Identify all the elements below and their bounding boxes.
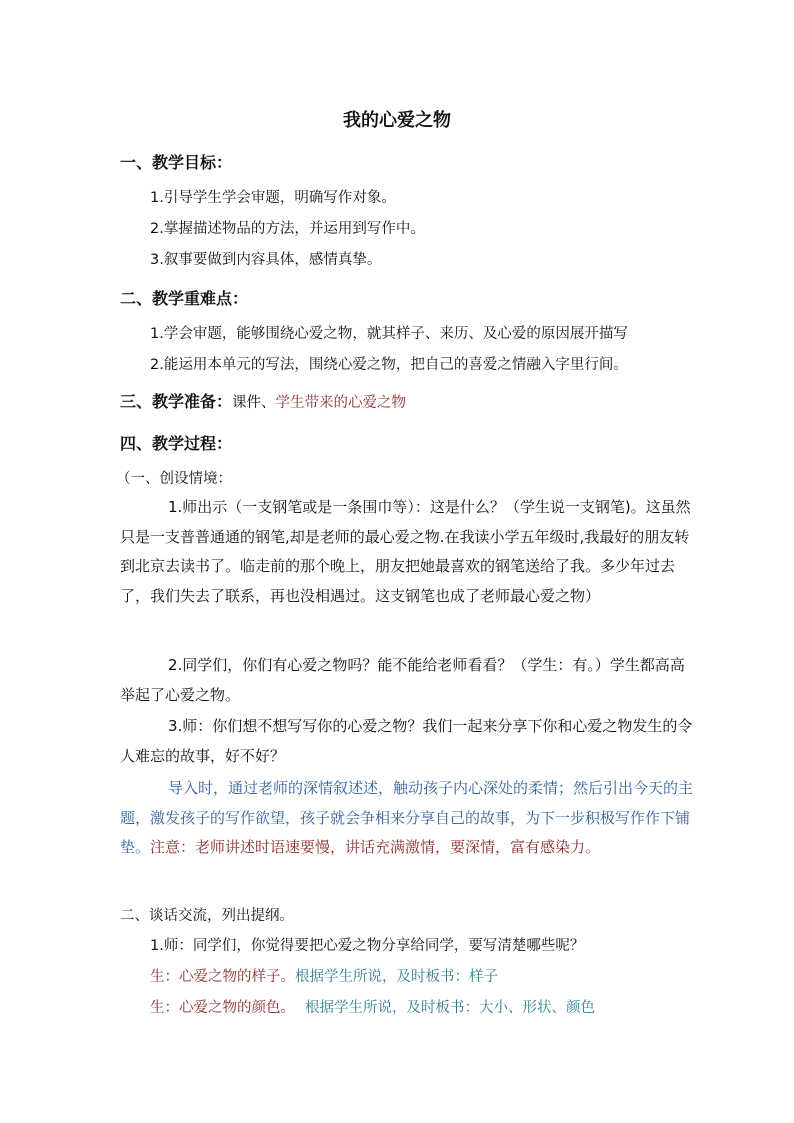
section-heading-preparation xyxy=(120,389,406,412)
paragraph-1: 1.师出示（一支钢笔或是一条围巾等）：这是什么？（学生说一支钢笔)。这虽然只是一支普普通通的钢笔,却是老师的最心爱之物.在我读小学五年级时,我最好的朋友转到北京去读书了。临走前的那个晚上，朋友把她最喜欢的钢笔送给了我。多少年过去了，我们失去了联系，再也没相遇过。这支钢笔也成了老师最心爱之物） xyxy=(120,498,691,605)
section-heading-process: 四、教学过程： xyxy=(120,434,233,453)
answer-2 xyxy=(150,996,595,1017)
paragraph-3: 3.师：你们想不想写写你的心爱之物？我们一起来分享下你和心爱之物发生的令人难忘的故事，好不好？ xyxy=(120,717,693,765)
paragraph-4-note: 注意：老师讲述时语速要慢，讲话充满激情，要深情，富有感染力。 xyxy=(150,838,601,856)
answer-1 xyxy=(150,965,498,986)
subheading-create-context: （一、创设情境： xyxy=(116,471,232,487)
section-heading-key-points: 二、教学重难点： xyxy=(120,289,249,308)
preparation-heading-label: 三、教学准备： xyxy=(120,392,233,411)
preparation-text-b: 学生带来的心爱之物 xyxy=(275,395,407,411)
answer-2-label: 生：心爱之物的颜色。 xyxy=(150,1000,295,1016)
key-point-item-2: 2.能运用本单元的写法，围绕心爱之物，把自己的喜爱之情融入字里行间。 xyxy=(150,357,628,373)
goal-item-1: 1.引导学生学会审题，明确写作对象。 xyxy=(150,190,396,206)
answer-1-note: 根据学生所说，及时板书：样子 xyxy=(295,969,498,985)
goal-item-3: 3.叙事要做到内容具体，感情真挚。 xyxy=(150,252,382,268)
section-heading-goals: 一、教学目标： xyxy=(120,153,233,172)
goal-item-2: 2.掌握描述物品的方法，并运用到写作中。 xyxy=(150,221,425,237)
key-point-item-1: 1.学会审题，能够围绕心爱之物，就其样子、来历、及心爱的原因展开描写 xyxy=(150,326,628,342)
subheading-discussion: 二、谈话交流，列出提纲。 xyxy=(120,908,294,924)
question-1: 1.师：同学们，你觉得要把心爱之物分享给同学，要写清楚哪些呢？ xyxy=(150,938,585,954)
answer-1-label: 生：心爱之物的样子。 xyxy=(150,969,295,985)
paragraph-4-intro: 导入时，通过老师的深情叙述述，触动孩子内心深处的柔情；然后引出今天的主题，激发孩子的写作欲望，孩子就会争相来分享自己的故事，为下一步积极写作作下铺垫。 xyxy=(120,779,694,856)
preparation-text-a: 课件、 xyxy=(232,395,276,411)
document-title: 我的心爱之物 xyxy=(343,110,451,131)
paragraph-2: 2.同学们，你们有心爱之物吗？能不能给老师看看？（学生：有。）学生都高高举起了心爱之物。 xyxy=(120,656,685,704)
paragraph-4 xyxy=(120,774,695,863)
answer-2-note: 根据学生所说，及时板书：大小、形状、颜色 xyxy=(305,1000,595,1016)
